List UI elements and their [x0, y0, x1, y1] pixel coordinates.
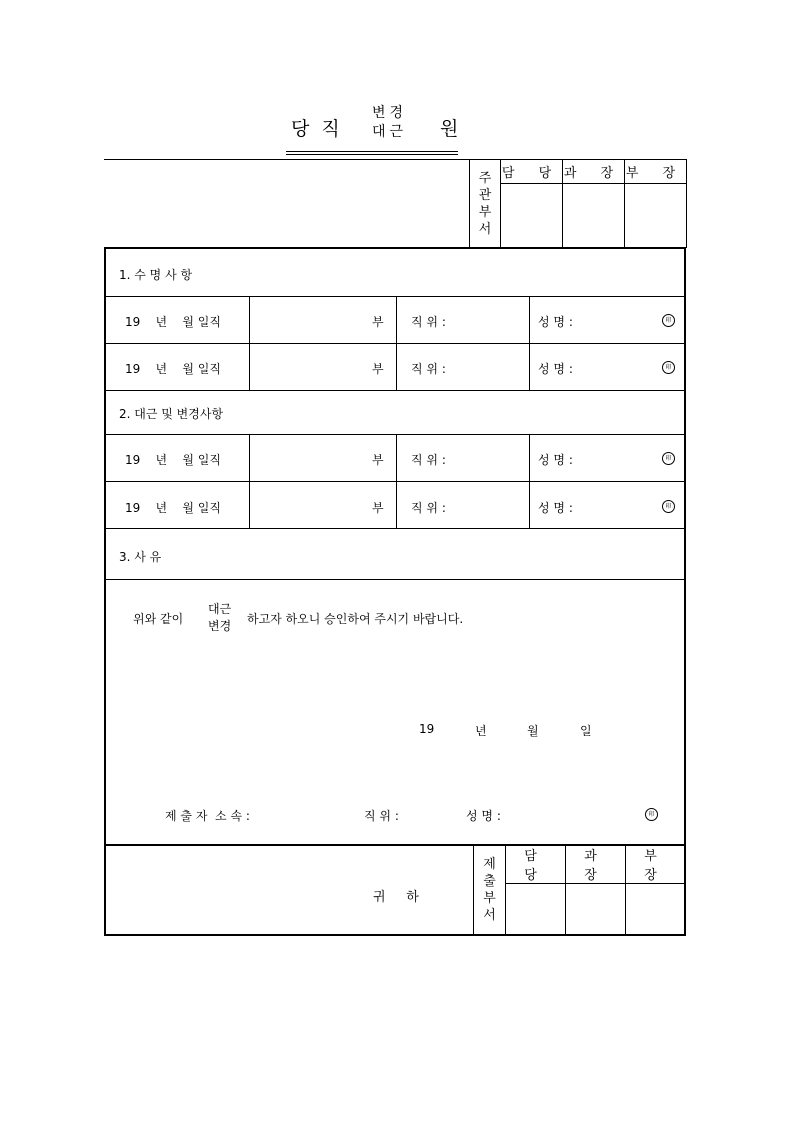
date-day-unit: 일	[580, 724, 592, 738]
section-1-heading: 1. 수 명 사 항	[119, 268, 193, 282]
approval-side-label: 주 관 부 서	[470, 160, 501, 248]
row4-name[interactable]: 성 명 :	[538, 501, 573, 515]
approval-table-bottom	[473, 845, 685, 934]
statement-stack-top: 대근	[208, 602, 232, 616]
header-rule	[104, 159, 469, 160]
row1-position[interactable]: 직 위 :	[411, 315, 446, 329]
title-right: 원	[440, 118, 459, 140]
row4-dept[interactable]: 부	[372, 501, 384, 515]
title-left: 당 직	[291, 118, 340, 140]
row1-name[interactable]: 성 명 :	[538, 315, 573, 329]
submit-header-dept-head: 부 장	[626, 845, 686, 884]
submit-header-staff: 담 당	[506, 845, 566, 884]
submit-sign-section-chief[interactable]	[566, 884, 626, 935]
addressee: 귀 하	[373, 890, 419, 905]
section-2-heading: 2. 대근 및 변경사항	[119, 407, 224, 421]
statement-before: 위와 같이	[133, 612, 184, 626]
row4-date[interactable]: 19 년 월 일직	[125, 501, 221, 515]
row3-dept[interactable]: 부	[372, 453, 384, 467]
row1-seal-icon: 印	[662, 314, 675, 327]
row4-position[interactable]: 직 위 :	[411, 501, 446, 515]
statement-after: 하고자 하오니 승인하여 주시기 바랍니다.	[247, 612, 464, 626]
date-month-unit: 월	[527, 724, 539, 738]
title-underline	[286, 151, 458, 155]
approval-header-staff: 담 당	[501, 160, 563, 184]
submit-sign-dept-head[interactable]	[626, 884, 686, 935]
row1-dept[interactable]: 부	[372, 315, 384, 329]
date-year[interactable]: 19	[419, 722, 435, 736]
row2-name[interactable]: 성 명 :	[538, 362, 573, 376]
submit-header-section-chief: 과 장	[566, 845, 626, 884]
submit-side-label: 제 출 부 서	[474, 845, 506, 934]
approval-sign-staff[interactable]	[501, 184, 563, 248]
approval-table-top	[469, 159, 687, 248]
form-frame	[104, 247, 686, 936]
statement-stack-bottom: 변경	[208, 619, 232, 633]
approval-sign-dept-head[interactable]	[625, 184, 687, 248]
row3-position[interactable]: 직 위 :	[411, 453, 446, 467]
approval-header-section-chief: 과 장	[563, 160, 625, 184]
submitter-position[interactable]: 직 위 :	[364, 809, 399, 823]
row3-date[interactable]: 19 년 월 일직	[125, 453, 221, 467]
row4-seal-icon: 印	[662, 500, 675, 513]
title-stack-top: 변경	[372, 105, 408, 121]
submitter-name[interactable]: 성 명 :	[466, 809, 501, 823]
row2-seal-icon: 印	[662, 361, 675, 374]
submitter-affiliation[interactable]: 제 출 자 소 속 :	[165, 809, 250, 823]
row1-date[interactable]: 19 년 월 일직	[125, 315, 221, 329]
title-stack-bottom: 대근	[372, 124, 408, 140]
row2-dept[interactable]: 부	[372, 362, 384, 376]
row2-position[interactable]: 직 위 :	[411, 362, 446, 376]
row3-name[interactable]: 성 명 :	[538, 453, 573, 467]
section-3-heading: 3. 사 유	[119, 550, 162, 564]
date-year-unit: 년	[475, 724, 487, 738]
approval-sign-section-chief[interactable]	[563, 184, 625, 248]
row3-seal-icon: 印	[662, 452, 675, 465]
submitter-seal-icon: 印	[645, 808, 658, 821]
submit-sign-staff[interactable]	[506, 884, 566, 935]
row2-date[interactable]: 19 년 월 일직	[125, 362, 221, 376]
approval-header-dept-head: 부 장	[625, 160, 687, 184]
